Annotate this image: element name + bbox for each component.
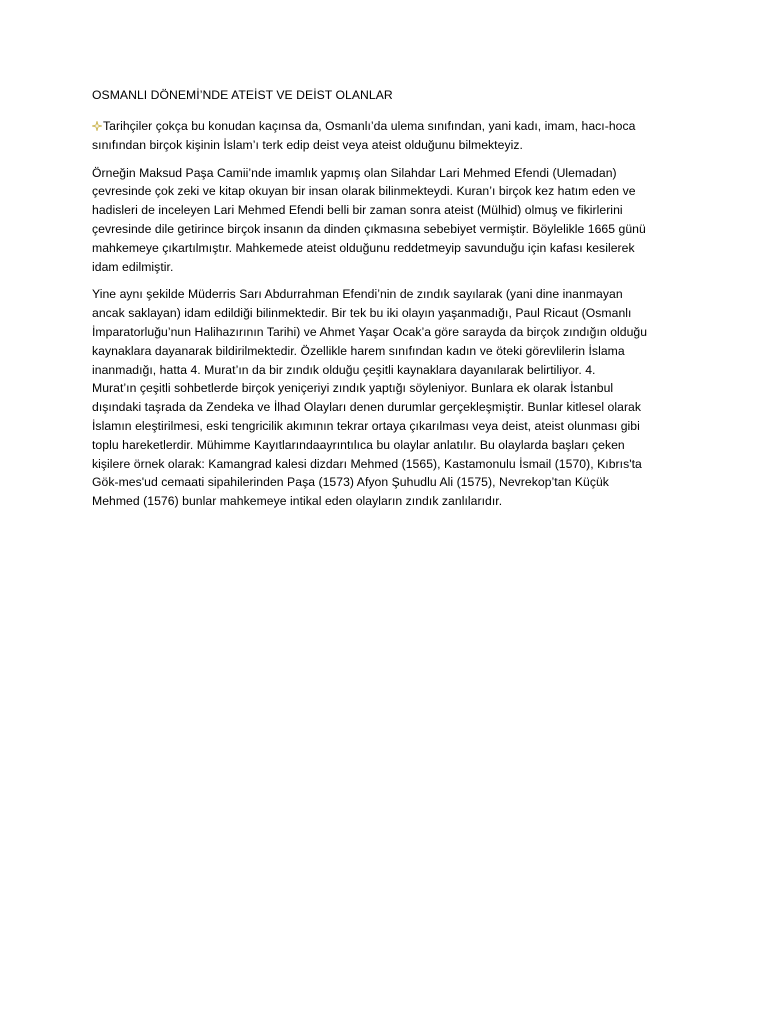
paragraph-line: Mehmed (1576) bunlar mahkemeye intikal eden olayların zındık zanlılarıdır. <box>92 494 503 509</box>
paragraph-line: toplu hareketlerdir. Mühimme Kayıtlarındaayrıntılıca bu olaylar anlatılır. Bu olaylarda başları çeken <box>92 437 625 452</box>
paragraph-line: idam edilmiştir. <box>92 259 174 274</box>
paragraph-line: çevresinde çok zeki ve kitap okuyan bir insan olarak bilinmekteydi. Kuran’ı birçok kez hatım eden ve <box>92 184 636 199</box>
paragraph-line: Yine aynı şekilde Müderris Sarı Abdurrahman Efendi’nin de zındık sayılarak (yani dine inanmayan <box>92 287 623 302</box>
document-title: OSMANLI DÖNEMİ’NDE ATEİST VE DEİST OLANLAR <box>92 88 393 102</box>
paragraph-line: Örneğin Maksud Paşa Camii’nde imamlık yapmış olan Silahdar Lari Mehmed Efendi (Ulemadan) <box>92 165 617 180</box>
paragraph-line: İslamın eleştirilmesi, eski tengricilik akımının tekrar ortaya çıkarılması veya deist, ateist olunması gibi <box>92 418 640 433</box>
sparkle-icon <box>92 121 102 131</box>
paragraph-line: çevresinde dile getirince birçok insanın da dinden çıkmasına sebebiyet vermiştir. Böylelikle 1665 günü <box>92 221 646 236</box>
paragraph-line: dışındaki taşrada da Zendeka ve İlhad Olayları denen durumlar gerçekleşmiştir. Bunlar kitlesel olarak <box>92 400 642 415</box>
paragraph-line: hadisleri de inceleyen Lari Mehmed Efendi belli bir zaman sonra ateist (Mülhid) olmuş ve fikirlerini <box>92 203 623 218</box>
paragraph-2 <box>92 164 682 277</box>
paragraph-line: ancak saklayan) idam edildiği bilinmektedir. Bir tek bu iki olayın yaşanmadığı, Paul Ricaut (Osmanlı <box>92 306 632 321</box>
paragraph-line: mahkemeye çıkartılmıştır. Mahkemede ateist olduğunu reddetmeyip savunduğu için kafası kesilerek <box>92 240 635 255</box>
paragraph-3 <box>92 285 682 511</box>
paragraph-line: inanmadığı, hatta 4. Murat’ın da bir zındık olduğu çeşitli kaynaklara dayanılarak belirtiliyor. 4. <box>92 362 596 377</box>
paragraph-line: kaynaklara dayanarak bildirilmektedir. Özellikle harem sınıfından kadın ve öteki görevlilerin İslama <box>92 343 625 358</box>
paragraph-line: Murat’ın çeşitli sohbetlerde birçok yeniçeriyi zındık yaptığı söyleniyor. Bunlara ek olarak İstanbul <box>92 381 614 396</box>
document-body <box>92 87 682 520</box>
paragraph-1 <box>92 117 682 155</box>
paragraph-line: Tarihçiler çokça bu konudan kaçınsa da, Osmanlı’da ulema sınıfından, yani kadı, imam, hacı-hoca <box>92 117 682 136</box>
paragraph-line: sınıfından birçok kişinin İslam’ı terk edip deist veya ateist olduğunu bilmekteyiz. <box>92 137 523 152</box>
paragraph-line: Gök-mes'ud cemaati sipahilerinden Paşa (1573) Afyon Şuhudlu Ali (1575), Nevrekop’tan Küçük <box>92 475 609 490</box>
paragraph-line: İmparatorluğu’nun Halihazırının Tarihi) ve Ahmet Yaşar Ocak’a göre sarayda da birçok zındığın olduğu <box>92 324 648 339</box>
paragraph-line: kişilere örnek olarak: Kamangrad kalesi dizdarı Mehmed (1565), Kastamonulu İsmail (1570), Kıbrıs'ta <box>92 456 642 471</box>
